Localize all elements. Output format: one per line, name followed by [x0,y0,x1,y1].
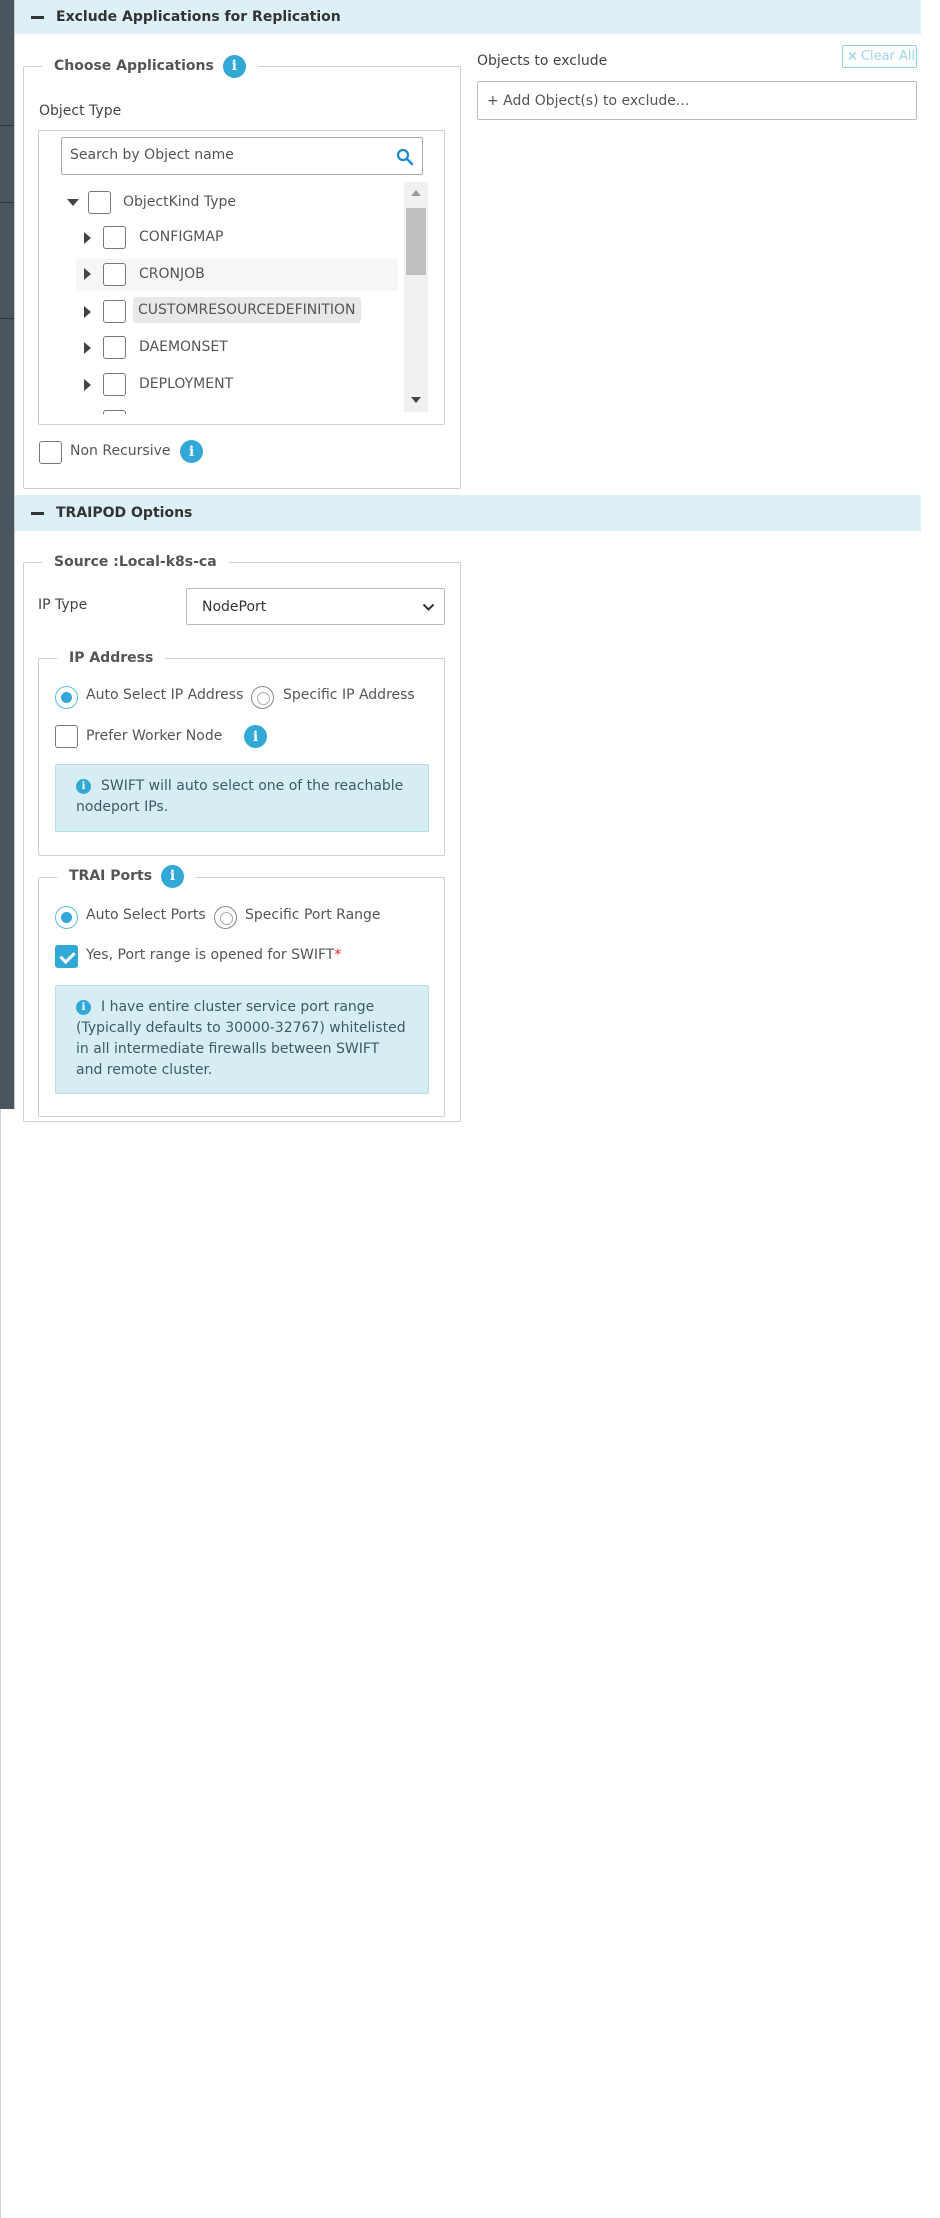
tree-item-checkbox[interactable] [103,336,126,359]
tree-root-row[interactable] [60,188,400,218]
specific-ports-radio[interactable] [214,906,237,929]
add-objects-placeholder: + Add Object(s) to exclude... [487,93,690,109]
clear-all-button[interactable] [842,45,917,68]
caret-right-icon[interactable] [84,342,91,354]
panel-left-edge [14,0,15,1109]
caret-right-icon[interactable] [84,379,91,391]
specific-ports-label: Specific Port Range [245,907,381,923]
tree-item-checkbox-partial [103,410,126,414]
panel-right-edge [0,1109,19,2218]
clear-all-label: Clear All [860,49,916,64]
search-icon[interactable] [396,148,414,166]
tree-item-checkbox[interactable] [103,300,126,323]
tree-scrollbar[interactable] [404,182,428,412]
traipod-section-header[interactable] [15,495,921,531]
prefer-worker-label: Prefer Worker Node [86,728,223,744]
ports-info-text: I have entire cluster service port range (Typically defaults to 30000-32767) whitelisted in all intermediate firewalls between SWIFT and remote cluster. [76,999,406,1078]
traipod-section-title: TRAIPOD Options [56,505,193,521]
tree-item-daemonset[interactable] [76,333,398,363]
tree-root-label: ObjectKind Type [123,194,237,210]
ports-info-alert [55,985,429,1094]
object-type-label: Object Type [39,103,122,119]
tree-item-label: CRONJOB [139,266,205,282]
required-mark: * [334,947,342,963]
auto-ports-radio[interactable] [55,906,78,929]
info-icon: i [76,779,91,794]
tree-item-label: DAEMONSET [139,339,228,355]
non-recursive-checkbox[interactable] [39,441,62,464]
auto-ip-radio[interactable] [55,686,78,709]
exclude-section-title: Exclude Applications for Replication [56,9,341,25]
search-input[interactable]: Search by Object name [70,147,234,163]
ip-type-label: IP Type [38,597,88,613]
caret-right-icon[interactable] [84,268,91,280]
tree-item-configmap[interactable] [76,223,398,253]
ip-info-alert [55,764,429,832]
tree-item-deployment[interactable] [76,370,398,400]
chevron-down-icon [422,603,435,612]
prefer-worker-checkbox[interactable] [55,725,78,748]
tree-root-checkbox[interactable] [88,191,111,214]
collapse-icon [31,16,44,19]
tree-item-customresourcedefinition[interactable] [76,296,398,326]
choose-applications-title: Choose Applications [54,58,214,74]
objects-to-exclude-label: Objects to exclude [477,53,608,69]
info-icon[interactable]: i [223,55,246,78]
port-opened-label [86,947,341,963]
collapse-icon [31,512,44,515]
tree-item-checkbox[interactable] [103,226,126,249]
auto-ip-label: Auto Select IP Address [86,687,244,703]
info-icon[interactable]: i [244,725,267,748]
tree-item-label: DEPLOYMENT [139,376,234,392]
scroll-down-icon[interactable] [411,397,421,403]
choose-applications-legend [42,54,258,78]
backdrop-left [0,0,14,1109]
info-icon[interactable]: i [161,865,184,888]
non-recursive-label: Non Recursive [70,443,171,459]
trai-ports-title: TRAI Ports [69,868,153,884]
caret-right-icon[interactable] [84,306,91,318]
scroll-up-icon[interactable] [411,190,421,196]
tree-item-cronjob[interactable] [76,259,398,291]
specific-ip-label: Specific IP Address [283,687,415,703]
tree-item-label: CUSTOMRESOURCEDEFINITION [133,297,361,323]
port-opened-text: Yes, Port range is opened for SWIFT [86,947,335,963]
tree-item-checkbox[interactable] [103,263,126,286]
caret-right-icon[interactable] [84,232,91,244]
tree-item-label: CONFIGMAP [139,229,224,245]
ip-info-text: SWIFT will auto select one of the reachable nodeport IPs. [76,778,404,815]
auto-ports-label: Auto Select Ports [86,907,206,923]
clear-icon: × [847,49,858,64]
caret-down-icon[interactable] [67,199,79,206]
scrollbar-thumb[interactable] [406,208,426,275]
ip-address-legend: IP Address [57,648,165,668]
trai-ports-legend [57,864,196,888]
ip-type-value: NodePort [202,598,267,615]
specific-ip-radio[interactable] [251,686,274,709]
tree-item-checkbox[interactable] [103,373,126,396]
objects-to-exclude-input[interactable] [477,81,917,120]
object-search-box [61,137,423,175]
exclude-section-header[interactable] [15,0,921,34]
info-icon: i [76,1000,91,1015]
ip-type-select[interactable] [186,588,445,625]
source-legend: Source :Local-k8s-ca [42,551,229,573]
info-icon[interactable]: i [180,440,203,463]
port-opened-checkbox[interactable] [55,945,78,968]
